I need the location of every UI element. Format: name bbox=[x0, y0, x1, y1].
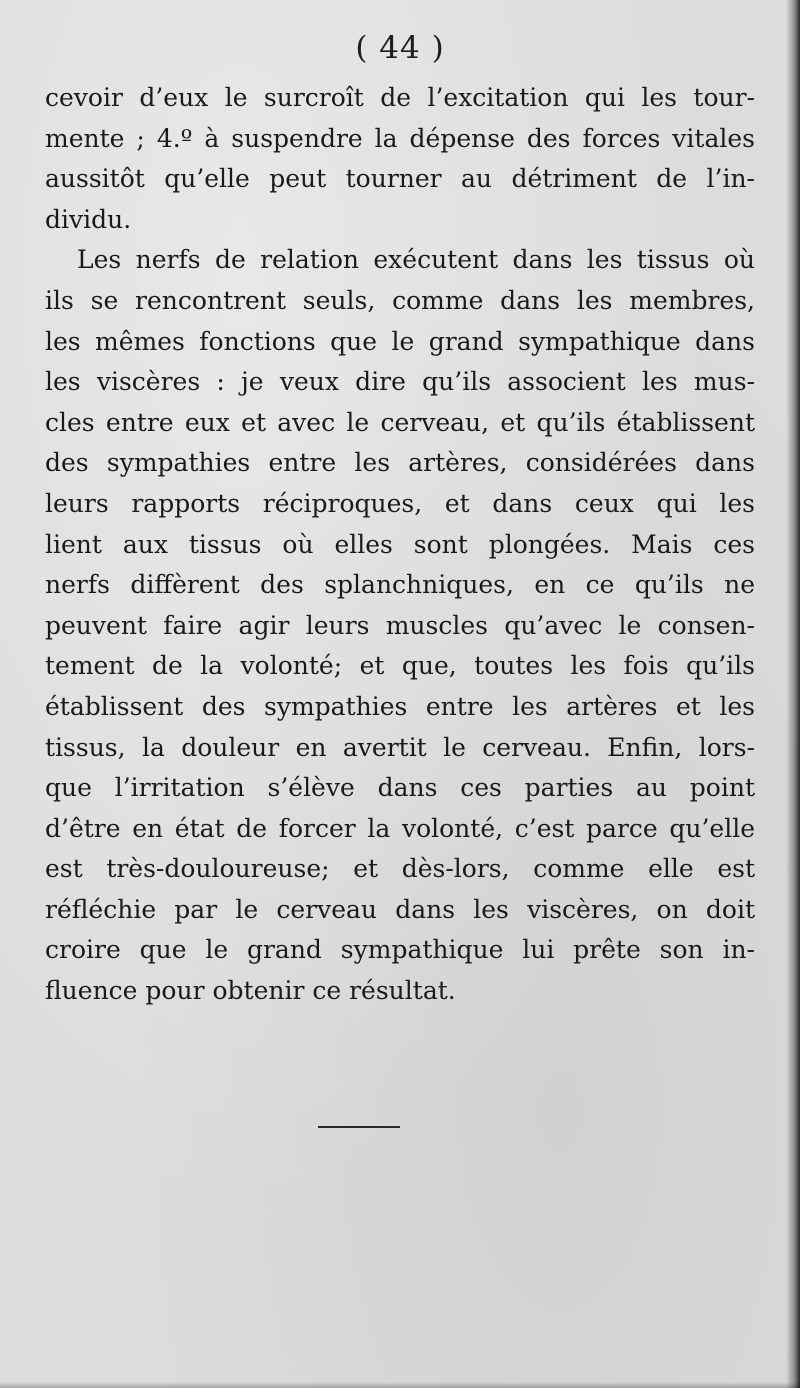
text-line: établissent des sympathies entre les artères et les bbox=[45, 691, 755, 721]
text-line: croire que le grand sympathique lui prête son in- bbox=[45, 935, 755, 965]
page-bottom-shadow bbox=[0, 1382, 800, 1388]
text-line: nerfs diffèrent des splanchniques, en ce qu’ils ne bbox=[45, 570, 755, 600]
text-line: ils se rencontrent seuls, comme dans les membres, bbox=[45, 285, 755, 315]
text-line: est très-douloureuse; et dès-lors, comme elle est bbox=[45, 854, 755, 884]
text-line: que l’irritation s’élève dans ces parties au point bbox=[45, 773, 755, 803]
page-edge-shadow bbox=[786, 0, 800, 1388]
text-line: tement de la volonté; et que, toutes les fois qu’ils bbox=[45, 651, 755, 681]
text-line: fluence pour obtenir ce résultat. bbox=[45, 976, 456, 1006]
text-line: les viscères : je veux dire qu’ils associent les mus- bbox=[45, 367, 755, 397]
text-line: cevoir d’eux le surcroît de l’excitation qui les tour- bbox=[45, 83, 755, 112]
text-line: tissus, la douleur en avertit le cerveau. Enfin, lors- bbox=[45, 732, 755, 762]
text-line: réfléchie par le cerveau dans les viscères, on doit bbox=[45, 894, 755, 924]
text-line: les mêmes fonctions que le grand sympathique dans bbox=[45, 326, 755, 356]
body-text bbox=[45, 78, 755, 1012]
text-line: cles entre eux et avec le cerveau, et qu’ils établissent bbox=[45, 407, 755, 437]
text-line: des sympathies entre les artères, considérées dans bbox=[45, 448, 755, 478]
paragraph-start-line: Les nerfs de relation exécutent dans les tissus où bbox=[77, 245, 755, 275]
text-line: leurs rapports réciproques, et dans ceux qui les bbox=[45, 488, 755, 518]
page-number: ( 44 ) bbox=[355, 30, 445, 66]
text-line: dividu. bbox=[45, 204, 132, 234]
text-line: mente ; 4.º à suspendre la dépense des forces vitales bbox=[45, 123, 755, 153]
text-line: aussitôt qu’elle peut tourner au détriment de l’in- bbox=[45, 164, 755, 194]
text-line: peuvent faire agir leurs muscles qu’avec le consen- bbox=[45, 610, 755, 640]
text-line: d’être en état de forcer la volonté, c’est parce qu’elle bbox=[45, 813, 755, 843]
end-rule bbox=[318, 1126, 400, 1128]
text-line: lient aux tissus où elles sont plongées. Mais ces bbox=[45, 529, 755, 559]
